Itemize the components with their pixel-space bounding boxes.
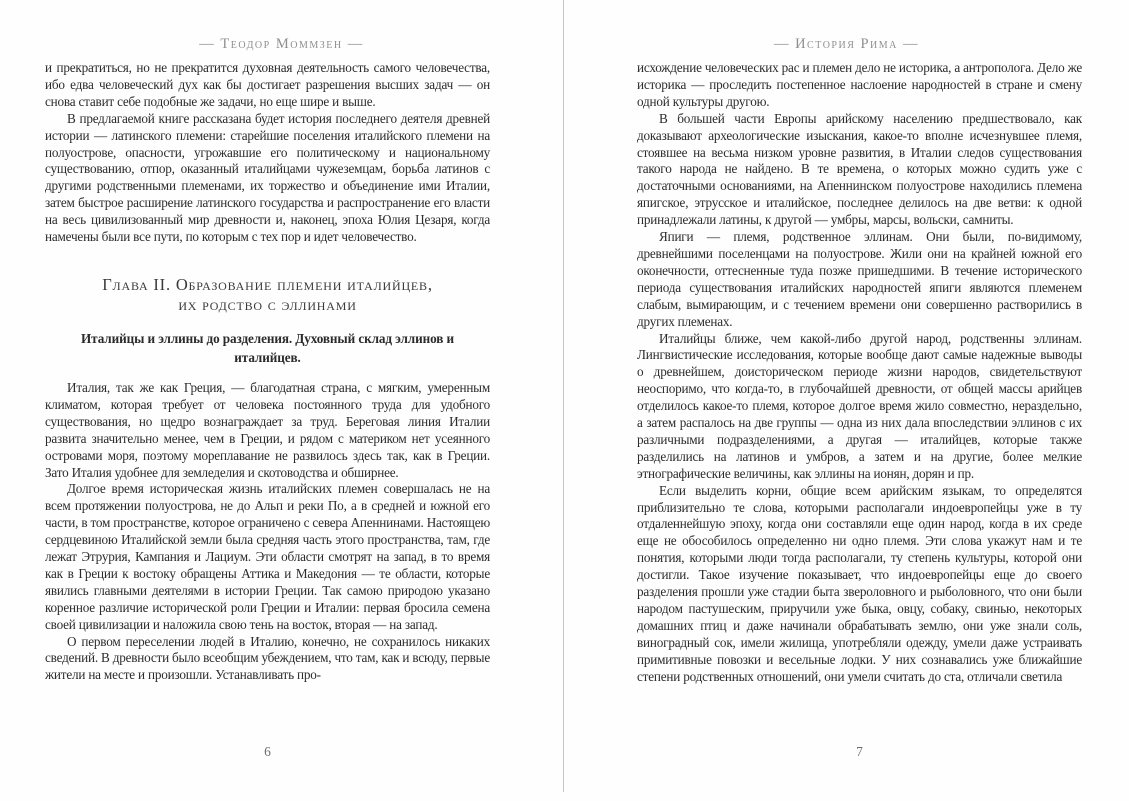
paragraph: В большей части Европы арийскому населению предшествовало, как доказывают археологические изыскания, какое-то вполне исчезнувшее племя, стоявшее на весьма низком уровне развития, в Италии следов существования такого народа не найдено. В те времена, о которых можно судить уже с достаточными основаниями, на Апеннинском полуострове находились племена япигское, этрусское и италийское, последнее делилось на две ветви: к одной принадлежали латины, к другой — умбры, марсы, вольски, самниты. [637, 110, 1082, 228]
page-body-left [45, 60, 490, 684]
chapter-heading-line2: их родство с эллинами [178, 294, 357, 314]
chapter-subtitle: Италийцы и эллины до разделения. Духовный склад эллинов и италийцев. [81, 330, 454, 365]
paragraph: Если выделить корни, общие всем арийским языкам, то определятся приблизительно те слова, которыми располагали индоевропейцы уже в ту отдаленнейшую эпоху, когда они составляли еще один народ, когда в их среде еще не обособилось определенно ни одно племя. Эти слова укажут нам и те понятия, которыми люди тогда располагали, ту степень культуры, которой они достигли. Такое изучение показывает, что индоевропейцы еще до своего разделения прошли уже стадии быта звероловного и рыболовного, что они были народом пастушеским, приручили уже быка, овцу, собаку, свинью, некоторых домашних птиц и даже начинали обрабатывать землю, они уже знали соль, виноградный сок, имели жилища, употребляли одежду, умели даже устраивать примитивные повозки и весельные лодки. У них сознавались уже ближайшие степени родственных отношений, они умели считать до ста, отличали светила [637, 482, 1082, 684]
page-left[interactable] [0, 0, 563, 801]
running-head-book-title: — История Рима — [773, 36, 920, 52]
page-number-left: 6 [264, 744, 271, 759]
chapter-heading-line1: Глава II. Образование племени италийцев, [102, 274, 433, 294]
chapter-heading [45, 275, 490, 315]
paragraph: В предлагаемой книге рассказана будет история последнего деятеля древней истории — латинского племени: старейшие поселения италийского племени на полуострове, опасности, угрожавшие его политическому и национальному существованию, отпор, оказанный италийцами чужеземцам, борьба латинов с другими родственными племенами, их торжество и объединение ими Италии, затем быстрое расширение латинского государства и распространение его власти на весь цивилизованный мир древности и, наконец, эпоха Юлия Цезаря, когда намечены были все пути, по которым с тех пор и идет человечество. [45, 110, 490, 245]
running-head-author: — Теодор Моммзен — [199, 36, 364, 52]
paragraph: Италийцы ближе, чем какой-либо другой народ, родственны эллинам. Лингвистические исследования, которые вообще дают самые надежные выводы о древнейшем, доисторическом периоде жизни народов, свидетельствуют неоспоримо, что когда-то, в глубочайшей древности, от общей массы арийцев отделилось какое-то племя, которое долгое время жило совместно, нераздельно, а затем распалось на две группы — одна из них дала впоследствии эллинов с их различными подразделениями, а другая — италийцев, которые также разделились на латинов и умбров, а затем и на другие, более мелкие этнографические величины, как эллины на ионян, дорян и пр. [637, 330, 1082, 481]
page-number-right: 7 [856, 744, 863, 759]
paragraph: исхождение человеческих рас и племен дело не историка, а антрополога. Дело же историка — проследить постепенное наслоение народностей в стране и смену одной культуры другою. [637, 60, 1082, 109]
page-right[interactable] [564, 0, 1129, 801]
paragraph: Италия, так же как Греция, — благодатная страна, с мягким, умеренным климатом, которая требует от человека постоянного труда для удобного существования, но щедро вознаграждает за труд. Береговая линия Италии развита значительно менее, чем в Греции, и рядом с материком нет усеянного островами моря, поэтому мореплавание не развилось здесь так, как в Греции. Зато Италия удобнее для земледелия и скотоводства и обширнее. [45, 379, 490, 480]
paragraph: и прекратиться, но не прекратится духовная деятельность самого человечества, ибо едва человеческий дух как бы достигает разрешения высших задач — он снова ставит себе подобные же задачи, но еще шире и выше. [45, 60, 490, 109]
paragraph: Япиги — племя, родственное эллинам. Они были, по-видимому, древнейшими поселенцами на полуострове. Жили они на крайней южной его оконечности, оттесненные туда позже пришедшими. В течение исторического периода существования италийских народностей япиги являются племенем слабым, вымирающим, и с течением времени они совершенно растворились в других племенах. [637, 229, 1082, 329]
paragraph: Долгое время историческая жизнь италийских племен совершалась не на всем протяжении полуострова, не до Альп и реки По, а в средней и южной его части, в том пространстве, которое ограничено с севера Апеннинами. Настоящею сердцевиною Италийской земли была средняя часть этого пространства, там, где лежат Этрурия, Кампания и Лациум. Эти области смотрят на запад, в то время как в Греции к востоку обращены Аттика и Македония — те области, которые явились главными деятелями в истории Греции. Так самою природою указано коренное различие исторической роли Греции и Италии: первая бросила семена своей цивилизации и наложила свою тень на восток, вторая — на запад. [45, 481, 490, 632]
page-body-right [637, 60, 1082, 686]
paragraph: О первом переселении людей в Италию, конечно, не сохранилось никаких сведений. В древности было всеобщим убеждением, что там, как и всюду, первые жители на месте и произошли. Устанавливать про- [45, 633, 490, 683]
